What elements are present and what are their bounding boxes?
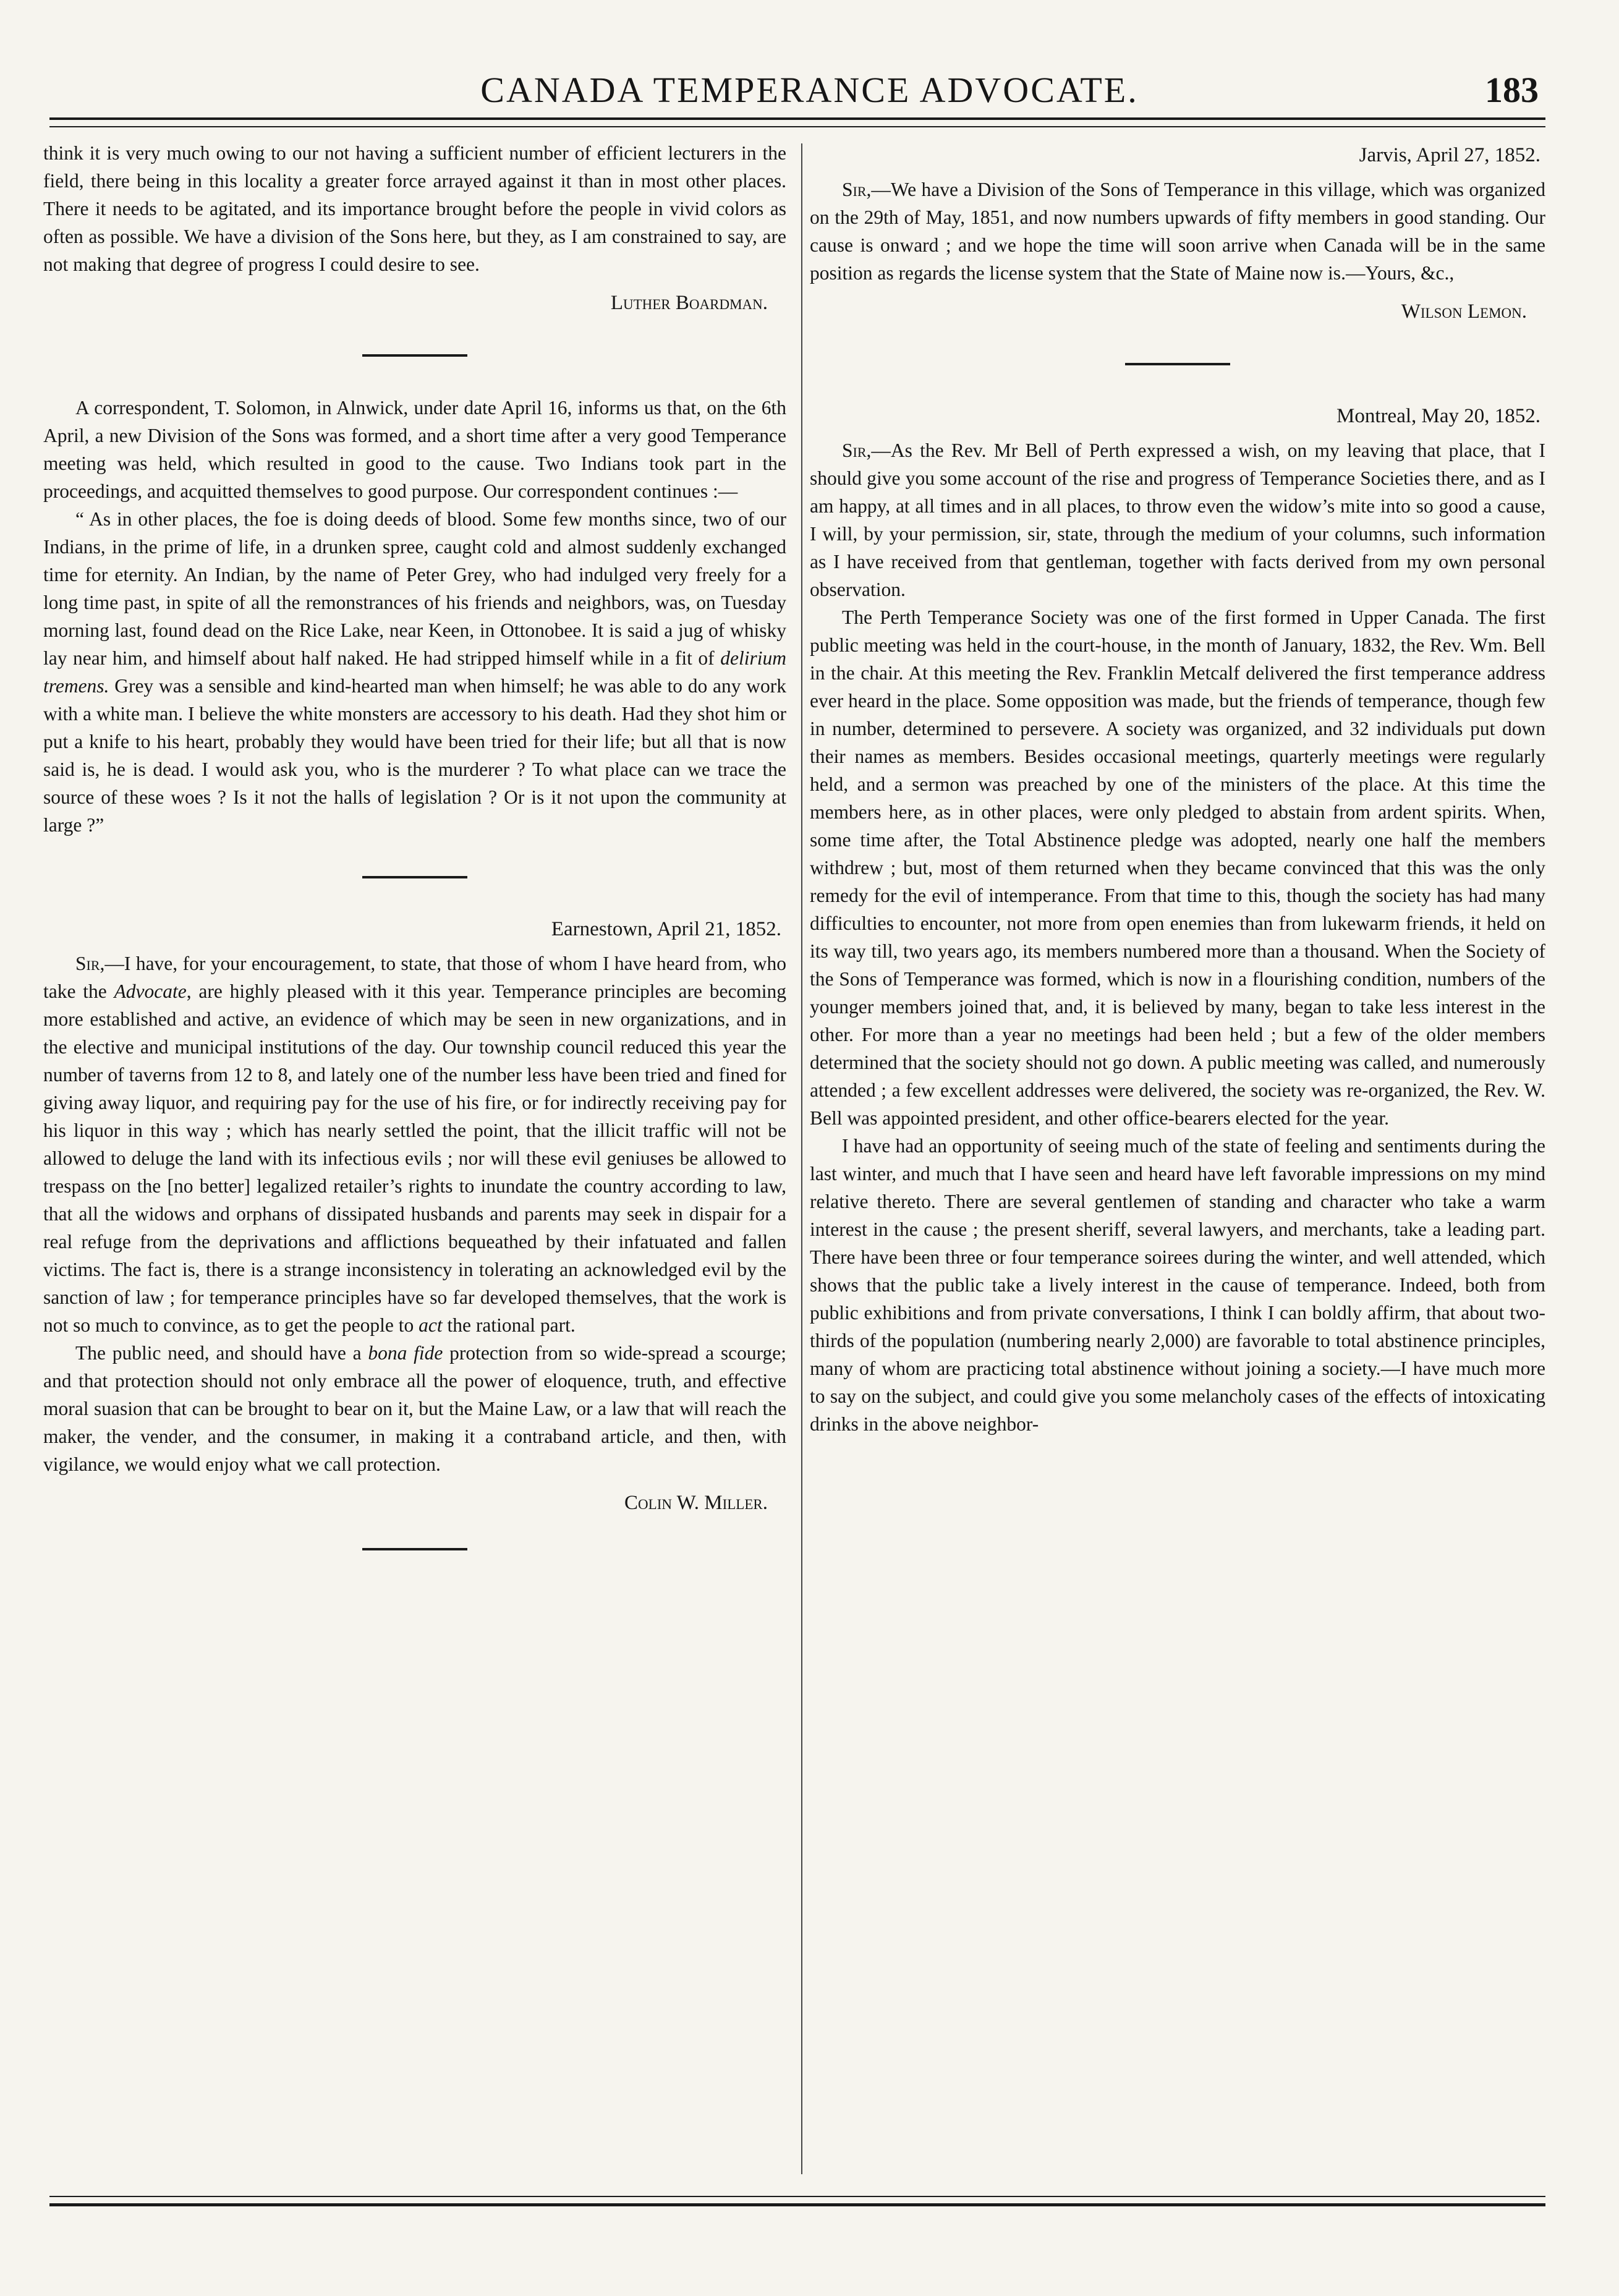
dateline-montreal: Montreal, May 20, 1852. [1336, 405, 1540, 427]
italic-word: act [419, 1314, 443, 1336]
letter-perth-p1: Sir,—As the Rev. Mr Bell of Perth expressed a wish, on my leaving that place, that I should give you some account of the rise and progress of Temperance Societies there, and as I am happy, at all times and in all places, to throw even the widow’s mite into so good a cause, I will, by your permission, sir, state, through the medium of your columns, such information as I have received from that gentleman, together with facts derived from my own personal observation. [810, 440, 1545, 600]
signature-miller: Colin W. Miller. [624, 1492, 768, 1514]
italic-phrase: delirium tremens. [43, 647, 786, 697]
dateline-jarvis: Jarvis, April 27, 1852. [1359, 144, 1540, 166]
footer-rule-thick [49, 2203, 1545, 2206]
signature-boardman: Luther Boardman. [610, 292, 768, 314]
dateline-earnestown: Earnestown, April 21, 1852. [551, 918, 781, 940]
italic-word: Advocate [114, 980, 187, 1002]
section-divider [362, 876, 467, 878]
section-divider [1125, 363, 1230, 365]
letter-perth-p2: The Perth Temperance Society was one of the first formed in Upper Canada. The first public meeting was held in the court-house, in the month of January, 1832, the Rev. Wm. Bell in the chair. At this meeting the Rev. Franklin Metcalf delivered the first temperance address ever heard in the place. Some opposition was made, but the friends of temperance, though few in number, determined to persevere. A society was organized, and 32 individuals put down their names as members. Besides occasional meetings, quarterly meetings were regularly held, and a sermon was preached by one of the ministers of the place. At this time the members here, as in other places, were only pledged to abstain from ardent spirits. When, some time after, the Total Abstinence pledge was adopted, nearly one half the members withdrew ; but, most of them returned when they became convinced that this was the only remedy for the evil of intemperance. From that time to this, though the society has had many difficulties to encounter, not more from open enemies than from lukewarm friends, it held on its way till, two years ago, its members numbered more than a thousand. When the Society of the Sons of Temperance was formed, which is now in a flourishing condition, numbers of the younger members joined that, and, it is believed by many, began to take less interest in the other. For more than a year no meetings had been held ; but a few of the older members determined that the society should not go down. A public meeting was called, and numerously attended ; a few excellent addresses were delivered, the society was re-organized, the Rev. W. Bell was appointed president, and other office-bearers elected for the year. [810, 606, 1545, 1129]
left-column [43, 139, 786, 1584]
signature-lemon: Wilson Lemon. [1401, 300, 1527, 323]
notice-solomon-intro: A correspondent, T. Solomon, in Alnwick, under date April 16, informs us that, on the 6th April, a new Division of the Sons was formed, and a short time after a very good Temperance meeting was held, which resulted in good to the cause. Two Indians took part in the proceedings, and acquitted themselves to good purpose. Our correspondent continues :— [43, 397, 786, 502]
column-divider [801, 143, 802, 2174]
letter-miller-p2: The public need, and should have a bona fide protection from so wide-spread a scourge; and that protection should not only embrace all the power of eloquence, truth, and effective moral suasion that can be brought to bear on it, but the Maine Law, or a law that will reach the maker, the vender, and the consumer, in making it a contraband article, and then, with vigilance, we would enjoy what we call protection. [43, 1342, 786, 1475]
salutation: Sir, [842, 440, 872, 461]
section-divider [362, 354, 467, 357]
letter-lemon-text: Sir,—We have a Division of the Sons of Temperance in this village, which was organized on the 29th of May, 1851, and now numbers upwards of fifty members in good standing. Our cause is onward ; and we hope the time will soon arrive when Canada will be in the same position as regards the license system that the State of Maine now is.—Yours, &c., [810, 179, 1545, 284]
salutation: Sir, [75, 953, 105, 974]
salutation: Sir, [842, 179, 872, 200]
section-divider [362, 1548, 467, 1550]
notice-solomon-quote: “ As in other places, the foe is doing deeds of blood. Some few months since, two of our Indians, in the prime of life, in a drunken spree, caught cold and almost suddenly exchanged time for eternity. An Indian, by the name of Peter Grey, who had indulged very freely for a long time past, in spite of all the remonstrances of his friends and neighbors, was, on Tuesday morning last, found dead on the Rice Lake, near Keen, in Ottonobee. It is said a jug of whisky lay near him, and himself about half naked. He had stripped himself while in a fit of delirium tremens. Grey was a sensible and kind-hearted man when himself; he was able to do any work with a white man. I believe the white monsters are accessory to his death. Had they shot him or put a knife to his heart, probably they would have been tried for their life; but all that is now said is, he is dead. I would ask you, who is the murderer ? To what place can we trace the source of these woes ? Is it not the halls of legislation ? Or is it not upon the community at large ?” [43, 508, 786, 836]
italic-phrase: bona fide [368, 1342, 443, 1364]
letter-boardman-text: think it is very much owing to our not having a sufficient number of efficient lecturers in the field, there being in this locality a greater force arrayed against it than in most other places. There it needs to be agitated, and its importance brought before the people in vivid colors as often as possible. We have a division of the Sons here, but they, as I am constrained to say, are not making that degree of progress I could desire to see. [43, 142, 786, 275]
letter-perth-p3: I have had an opportunity of seeing much of the state of feeling and sentiments during the last winter, and much that I have seen and heard have left favorable impressions on my mind relative thereto. There are several gentlemen of standing and character who take a warm interest in the cause ; the present sheriff, several lawyers, and merchants, take a leading part. There have been three or four temperance soirees during the winter, and well attended, which shows that the public take a lively interest in the cause of temperance. Indeed, both from public exhibitions and from private conversations, I think I can boldly affirm, that about two-thirds of the population (numbering nearly 2,000) are favorable to total abstinence principles, many of whom are practicing total abstinence without joining a society.—I have much more to say on the subject, and could give you some melancholy cases of the effects of intoxicating drinks in the above neighbor- [810, 1135, 1545, 1435]
footer-rule-thin [49, 2196, 1545, 2197]
running-title: CANADA TEMPERANCE ADVOCATE. [480, 70, 1139, 110]
letter-miller-p1: Sir,—I have, for your encouragement, to state, that those of whom I have heard from, who take the Advocate, are highly pleased with it this year. Temperance principles are becoming more established and active, an evidence of which may be seen in new organizations, and in the elective and municipal institutions of the day. Our township council reduced this year the number of taverns from 12 to 8, and lately one of the number less have been tried and fined for giving away liquor, and requiring pay for the use of his fire, or for indirectly receiving pay for his liquor in this way ; which has nearly settled the point, that the illicit traffic will not be allowed to deluge the land with its infectious evils ; nor will these evil geniuses be allowed to trespass on the [no better] legalized retailer’s rights to inundate the country according to law, that all the widows and orphans of dissipated husbands and parents may seek in dispair for a real refuge from the deprivations and afflictions bequeathed by their infatuated and fallen victims. The fact is, there is a strange inconsistency in tolerating an acknowledged evil by the sanction of law ; for temperance principles have so far developed themselves, that the work is not so much to convince, as to get the people to act the rational part. [43, 953, 786, 1336]
page-number: 183 [1485, 70, 1539, 110]
header-rule-thick [49, 117, 1545, 120]
right-column [810, 139, 1545, 1438]
header-rule-thin [49, 126, 1545, 127]
